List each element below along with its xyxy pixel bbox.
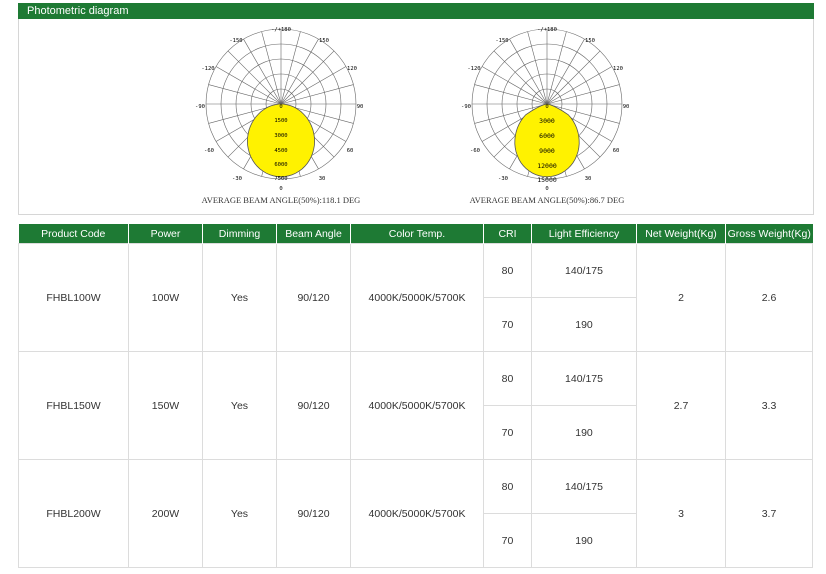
- angle-label: -90: [195, 104, 205, 110]
- power-cell: 150W: [129, 352, 203, 460]
- beam-angle-cell: 90/120: [277, 352, 351, 460]
- power-cell: 200W: [129, 460, 203, 568]
- section-title: Photometric diagram: [27, 5, 129, 17]
- grid-spoke: [281, 39, 319, 104]
- photometric-panel: [18, 19, 814, 215]
- grid-spoke: [547, 32, 566, 104]
- grid-spoke: [494, 51, 547, 104]
- grid-spoke: [216, 67, 281, 105]
- angle-label: 150: [585, 38, 595, 44]
- angle-label: -/+180: [271, 27, 291, 33]
- efficiency-cell: 190: [532, 298, 637, 352]
- grid-spoke: [281, 51, 334, 104]
- intensity-label: 15000: [537, 176, 557, 184]
- product-code-cell: FHBL200W: [19, 460, 129, 568]
- col-header: Net Weight(Kg): [637, 224, 726, 244]
- power-cell: 100W: [129, 244, 203, 352]
- efficiency-cell: 140/175: [532, 460, 637, 514]
- angle-label: 0: [279, 186, 283, 192]
- grid-spoke: [262, 32, 281, 104]
- intensity-label: 3000: [274, 133, 288, 139]
- gross-weight-cell: 3.7: [726, 460, 813, 568]
- beam-angle-cell: 90/120: [277, 244, 351, 352]
- angle-label: 90: [356, 104, 364, 110]
- intensity-label: 6000: [274, 162, 288, 168]
- table-row: [19, 460, 813, 514]
- cri-cell: 80: [484, 244, 532, 298]
- color-temp-cell: 4000K/5000K/5700K: [351, 244, 484, 352]
- net-weight-cell: 2.7: [637, 352, 726, 460]
- net-weight-cell: 2: [637, 244, 726, 352]
- polar-diagram-1: [161, 22, 401, 204]
- net-weight-cell: 3: [637, 460, 726, 568]
- angle-label: -120: [467, 66, 481, 72]
- col-header: Dimming: [203, 224, 277, 244]
- gross-weight-cell: 3.3: [726, 352, 813, 460]
- color-temp-cell: 4000K/5000K/5700K: [351, 352, 484, 460]
- col-header: Light Efficiency: [532, 224, 637, 244]
- grid-spoke: [547, 85, 619, 104]
- product-code-cell: FHBL100W: [19, 244, 129, 352]
- grid-spoke: [547, 39, 585, 104]
- center-label: 0: [279, 104, 283, 110]
- polar-chart: [161, 22, 401, 194]
- angle-label: 30: [584, 176, 592, 182]
- intensity-label: 9000: [539, 147, 555, 155]
- polar-chart: [427, 22, 667, 194]
- grid-spoke: [475, 85, 547, 104]
- beam-angle-caption: AVERAGE BEAM ANGLE(50%):86.7 DEG: [469, 195, 625, 205]
- angle-label: -120: [201, 66, 215, 72]
- cri-cell: 80: [484, 352, 532, 406]
- angle-label: 90: [622, 104, 630, 110]
- table-row: [19, 352, 813, 406]
- angle-label: -150: [495, 38, 509, 44]
- intensity-label: 6000: [539, 132, 555, 140]
- col-header: Power: [129, 224, 203, 244]
- cri-cell: 70: [484, 406, 532, 460]
- polar-diagram-2: [427, 22, 667, 204]
- grid-spoke: [547, 51, 600, 104]
- grid-spoke: [281, 67, 346, 105]
- angle-label: -30: [232, 176, 242, 182]
- product-code-cell: FHBL150W: [19, 352, 129, 460]
- gross-weight-cell: 2.6: [726, 244, 813, 352]
- angle-label: -60: [470, 148, 480, 154]
- efficiency-cell: 190: [532, 514, 637, 568]
- col-header: Gross Weight(Kg): [726, 224, 813, 244]
- grid-spoke: [281, 85, 353, 104]
- dimming-cell: Yes: [203, 244, 277, 352]
- angle-label: 0: [545, 186, 549, 192]
- angle-label: 150: [319, 38, 329, 44]
- grid-spoke: [547, 67, 612, 105]
- angle-label: -30: [498, 176, 508, 182]
- angle-label: 60: [346, 148, 354, 154]
- intensity-label: 12000: [537, 162, 557, 170]
- dimming-cell: Yes: [203, 352, 277, 460]
- angle-label: 30: [318, 176, 326, 182]
- angle-label: 120: [347, 66, 357, 72]
- beam-angle-cell: 90/120: [277, 460, 351, 568]
- angle-label: -/+180: [537, 27, 557, 33]
- col-header: Beam Angle: [277, 224, 351, 244]
- angle-label: 120: [613, 66, 623, 72]
- angle-label: -150: [229, 38, 243, 44]
- section-header: [18, 3, 814, 19]
- table-row: [19, 244, 813, 298]
- intensity-label: 7500: [274, 176, 288, 182]
- intensity-label: 3000: [539, 117, 555, 125]
- grid-spoke: [228, 51, 281, 104]
- cri-cell: 80: [484, 460, 532, 514]
- grid-spoke: [244, 39, 282, 104]
- grid-spoke: [482, 67, 547, 105]
- product-spec-table: [18, 224, 813, 568]
- col-header: CRI: [484, 224, 532, 244]
- angle-label: -60: [204, 148, 214, 154]
- dimming-cell: Yes: [203, 460, 277, 568]
- angle-label: -90: [461, 104, 471, 110]
- grid-spoke: [281, 32, 300, 104]
- efficiency-cell: 140/175: [532, 244, 637, 298]
- intensity-label: 4500: [274, 148, 288, 154]
- grid-spoke: [209, 85, 281, 104]
- cri-cell: 70: [484, 514, 532, 568]
- grid-spoke: [510, 39, 548, 104]
- angle-label: 60: [612, 148, 620, 154]
- center-label: 0: [545, 104, 549, 110]
- grid-spoke: [528, 32, 547, 104]
- intensity-label: 1500: [274, 118, 288, 124]
- col-header: Color Temp.: [351, 224, 484, 244]
- cri-cell: 70: [484, 298, 532, 352]
- efficiency-cell: 190: [532, 406, 637, 460]
- efficiency-cell: 140/175: [532, 352, 637, 406]
- color-temp-cell: 4000K/5000K/5700K: [351, 460, 484, 568]
- col-header: Product Code: [19, 224, 129, 244]
- table-header-row: [19, 224, 813, 244]
- beam-angle-caption: AVERAGE BEAM ANGLE(50%):118.1 DEG: [201, 195, 361, 205]
